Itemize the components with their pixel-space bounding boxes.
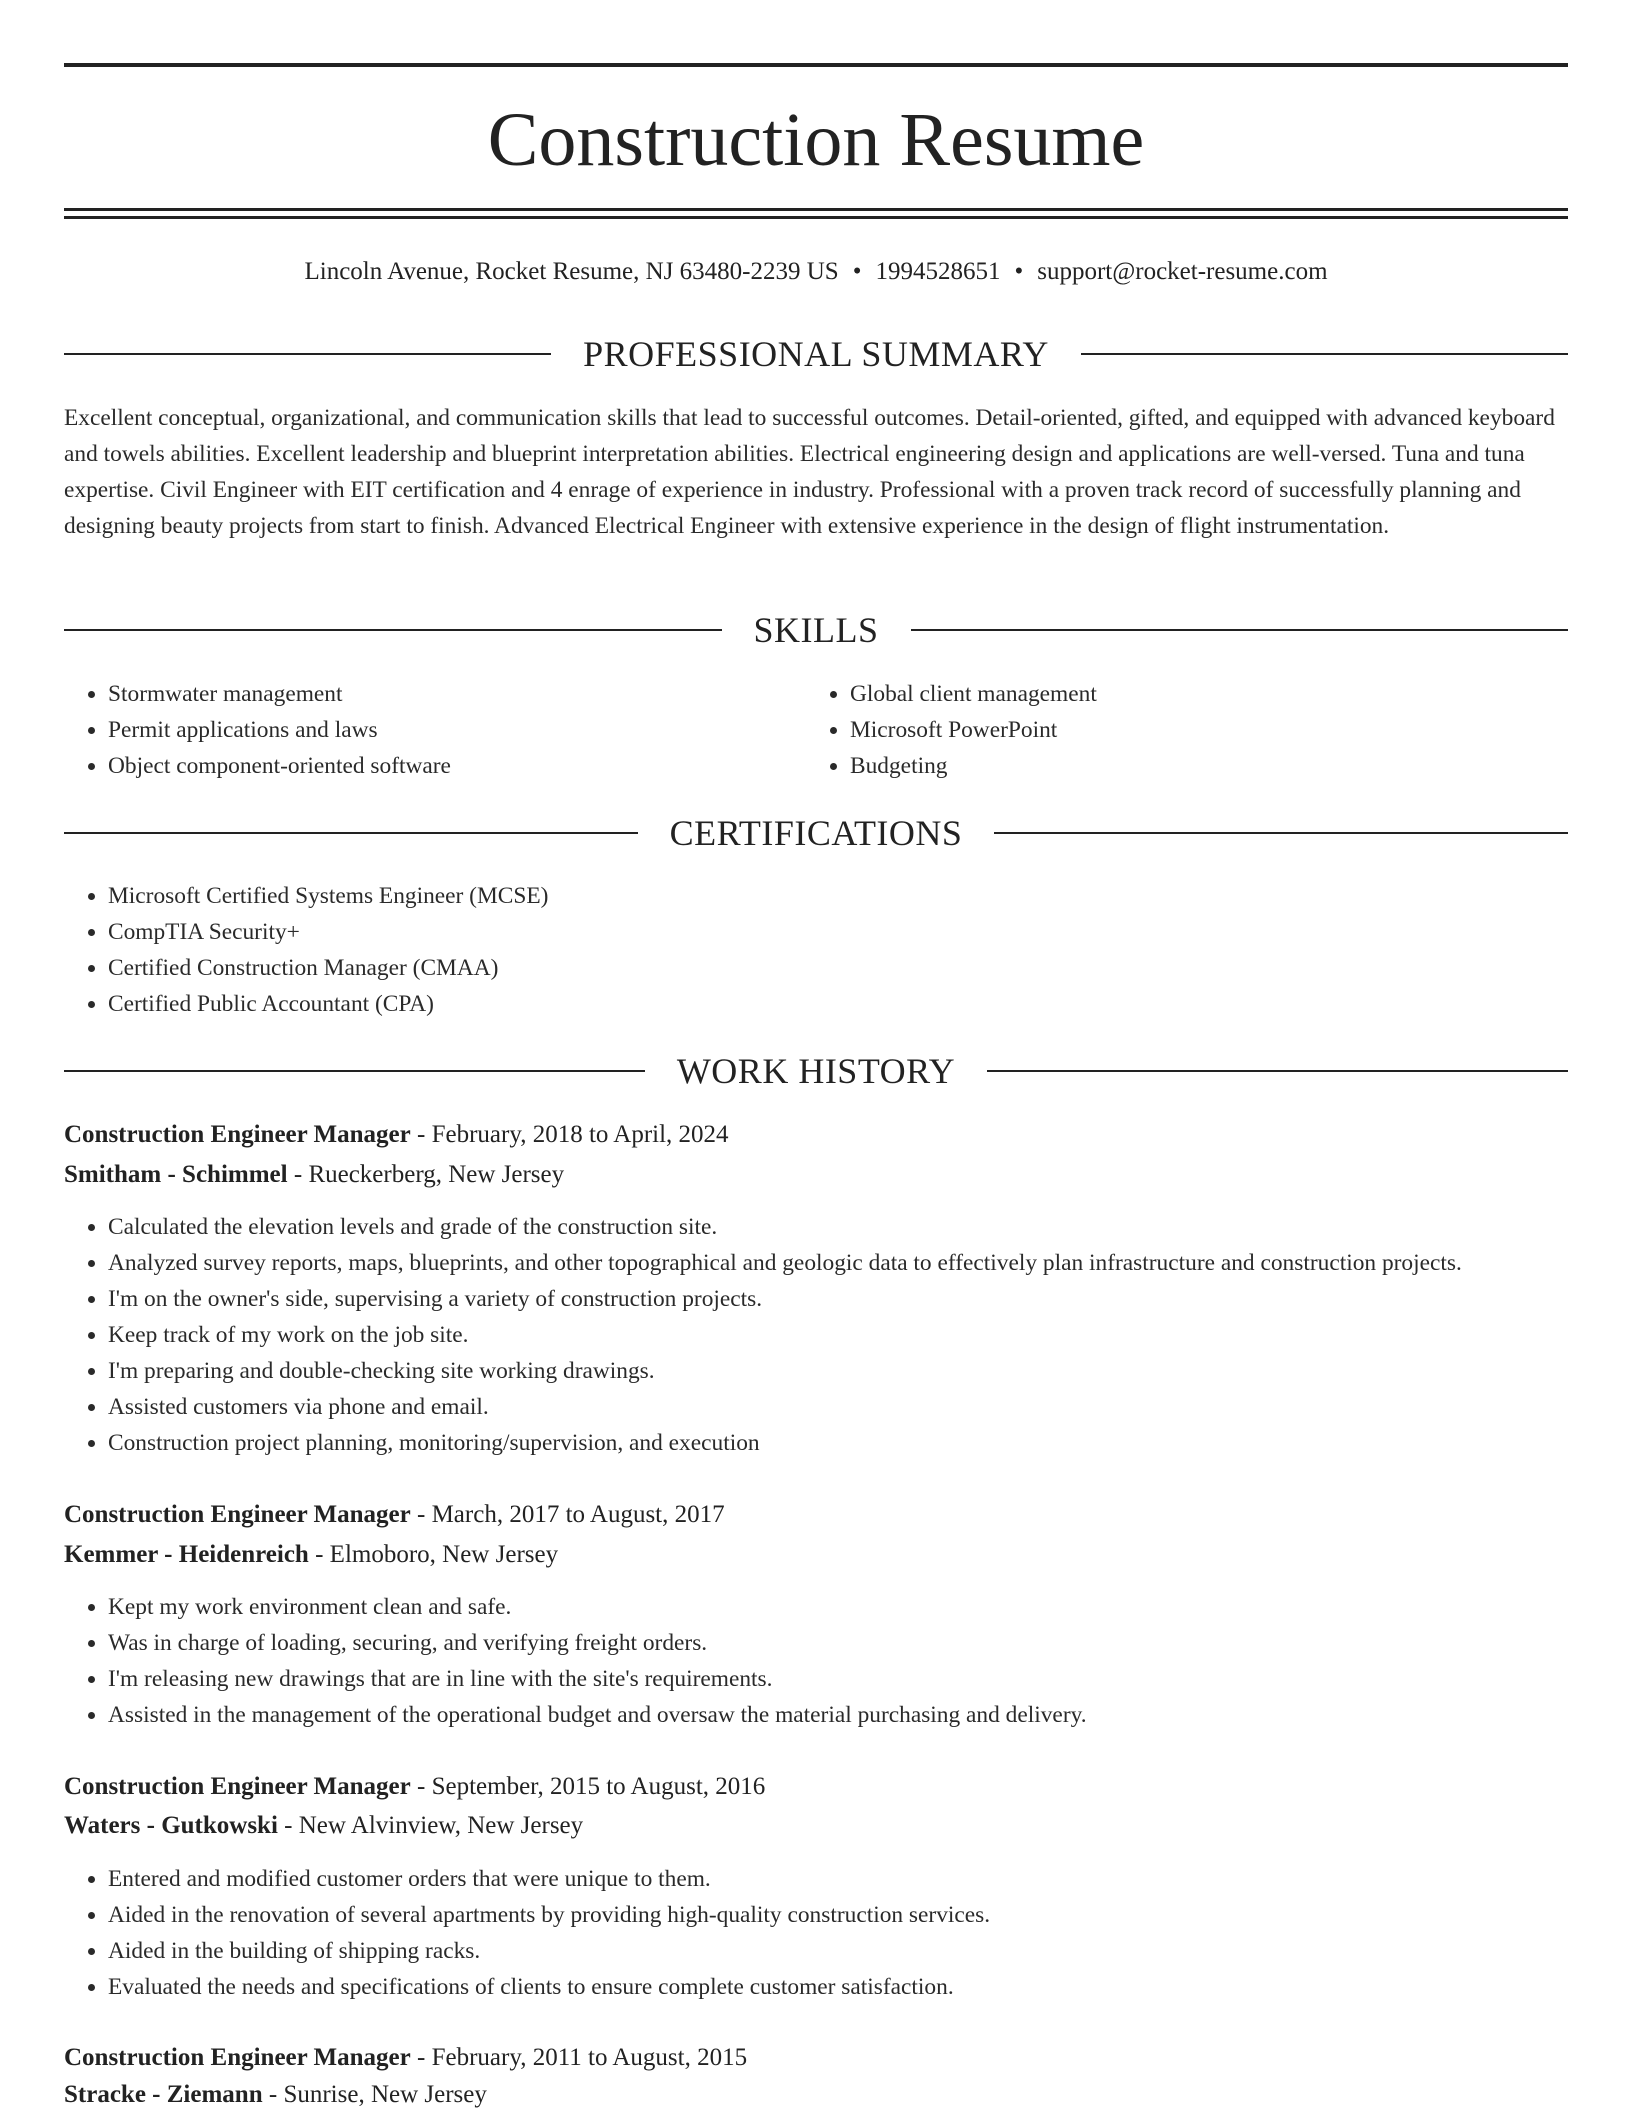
heading-rule-right <box>1081 353 1568 355</box>
job-title-line <box>64 2040 747 2076</box>
header-top-rule <box>64 63 1568 67</box>
job-duty: • I'm on the owner's side, supervising a variety of construction projects. <box>108 1281 1462 1317</box>
skills-list-left <box>64 676 451 784</box>
job-company-line <box>64 1808 583 1844</box>
job-duty: • Assisted in the management of the operational budget and oversaw the material purchasing and delivery. <box>108 1697 1087 1733</box>
contact-address: Lincoln Avenue, Rocket Resume, NJ 63480-2239 US <box>304 258 839 285</box>
job-duty: • Kept my work environment clean and safe. <box>108 1589 1087 1625</box>
job-title-line <box>64 1497 725 1533</box>
job-duty: • Entered and modified customer orders that were unique to them. <box>108 1861 990 1897</box>
certification-item: • Certified Public Accountant (CPA) <box>108 986 548 1022</box>
job-duty: • Assisted customers via phone and email. <box>108 1389 1462 1425</box>
job-company-line <box>64 1537 558 1573</box>
dash: - <box>410 2044 432 2071</box>
job-title-line <box>64 1117 729 1153</box>
header-bottom-rule-second <box>64 216 1568 219</box>
job-company: Stracke - Ziemann <box>64 2081 263 2108</box>
heading-rule-right <box>994 832 1568 834</box>
heading-rule-left <box>64 1070 645 1072</box>
heading-rule-left <box>64 629 722 631</box>
skills-list-right <box>806 676 1097 784</box>
certification-item: • CompTIA Security+ <box>108 914 548 950</box>
job-location: Elmoboro, New Jersey <box>329 1541 559 1568</box>
job-company: Kemmer - Heidenreich <box>64 1541 309 1568</box>
job-duties-list <box>64 1861 990 2005</box>
job-title-line <box>64 1769 765 1805</box>
job-duty: • Construction project planning, monitoring/supervision, and execution <box>108 1425 1462 1461</box>
section-heading-skills <box>64 607 1568 653</box>
job-company: Smitham - Schimmel <box>64 1161 288 1188</box>
dash: - <box>262 2081 284 2108</box>
heading-rule-right <box>987 1070 1568 1072</box>
job-location: New Alvinview, New Jersey <box>298 1812 584 1839</box>
dash: - <box>410 1121 432 1148</box>
dash: - <box>308 1541 330 1568</box>
job-title: Construction Engineer Manager <box>64 1773 411 1800</box>
contact-separator: • <box>852 258 862 285</box>
dash: - <box>410 1773 432 1800</box>
section-title: PROFESSIONAL SUMMARY <box>583 334 1049 374</box>
job-duty: • Calculated the elevation levels and grade of the construction site. <box>108 1209 1462 1245</box>
job-dates: September, 2015 to August, 2016 <box>431 1773 766 1800</box>
contact-phone: 1994528651 <box>875 258 1001 285</box>
certification-item: • Microsoft Certified Systems Engineer (MCSE) <box>108 878 548 914</box>
job-duty: • I'm preparing and double-checking site working drawings. <box>108 1353 1462 1389</box>
job-dates: February, 2011 to August, 2015 <box>431 2044 748 2071</box>
job-duty: • Was in charge of loading, securing, and verifying freight orders. <box>108 1625 1087 1661</box>
skill-item: • Microsoft PowerPoint <box>850 712 1097 748</box>
contact-separator: • <box>1014 258 1024 285</box>
job-duties-list <box>64 1209 1462 1461</box>
contact-line <box>64 254 1568 290</box>
section-heading-work-history <box>64 1048 1568 1094</box>
skill-item: • Global client management <box>850 676 1097 712</box>
summary-paragraph: Excellent conceptual, organizational, and communication skills that lead to successful outcomes. Detail-oriented, gifted, and equipped with advanced keyboard and towels abilities. Excellent leadership and blueprint interpretation abilities. Electrical engineering design and applications are well-versed. Tuna and tuna expertise. Civil Engineer with EIT certification and 4 enrage of experience in industry. Professional with a proven track record of successfully planning and designing beauty projects from start to finish. Advanced Electrical Engineer with extensive experience in the design of flight instrumentation. <box>64 405 1555 539</box>
dash: - <box>287 1161 309 1188</box>
job-company-line <box>64 1157 564 1193</box>
job-location: Rueckerberg, New Jersey <box>308 1161 565 1188</box>
dash: - <box>410 1501 432 1528</box>
job-dates: February, 2018 to April, 2024 <box>431 1121 729 1148</box>
section-title: WORK HISTORY <box>676 1051 956 1091</box>
job-title: Construction Engineer Manager <box>64 1121 411 1148</box>
header-bottom-rule <box>64 208 1568 211</box>
job-duty: • Evaluated the needs and specifications of clients to ensure complete customer satisfaction. <box>108 1969 990 2005</box>
certification-item: • Certified Construction Manager (CMAA) <box>108 950 548 986</box>
dash: - <box>277 1812 299 1839</box>
contact-email: support@rocket-resume.com <box>1037 258 1328 285</box>
job-duty: • I'm releasing new drawings that are in line with the site's requirements. <box>108 1661 1087 1697</box>
section-heading-summary <box>64 331 1568 377</box>
job-duty: • Keep track of my work on the job site. <box>108 1317 1462 1353</box>
job-title: Construction Engineer Manager <box>64 1501 411 1528</box>
skill-item: • Object component-oriented software <box>108 748 451 784</box>
job-duty: • Aided in the building of shipping racks. <box>108 1933 990 1969</box>
job-company: Waters - Gutkowski <box>64 1812 278 1839</box>
skill-item: • Permit applications and laws <box>108 712 451 748</box>
job-location: Sunrise, New Jersey <box>283 2081 487 2108</box>
heading-rule-right <box>911 629 1569 631</box>
section-title: CERTIFICATIONS <box>669 813 963 853</box>
job-duty: • Aided in the renovation of several apartments by providing high-quality construction services. <box>108 1897 990 1933</box>
heading-rule-left <box>64 832 638 834</box>
skill-item: • Budgeting <box>850 748 1097 784</box>
resume-title: Construction Resume <box>487 98 1145 182</box>
section-heading-certifications <box>64 810 1568 856</box>
job-company-line <box>64 2078 487 2112</box>
job-duties-list <box>64 1589 1087 1733</box>
skill-item: • Stormwater management <box>108 676 451 712</box>
job-duty: • Analyzed survey reports, maps, blueprints, and other topographical and geologic data to effectively plan infrastructure and construction projects. <box>108 1245 1462 1281</box>
section-title: SKILLS <box>753 610 879 650</box>
job-dates: March, 2017 to August, 2017 <box>431 1501 725 1528</box>
certifications-list <box>64 878 548 1022</box>
job-title: Construction Engineer Manager <box>64 2044 411 2071</box>
heading-rule-left <box>64 353 551 355</box>
